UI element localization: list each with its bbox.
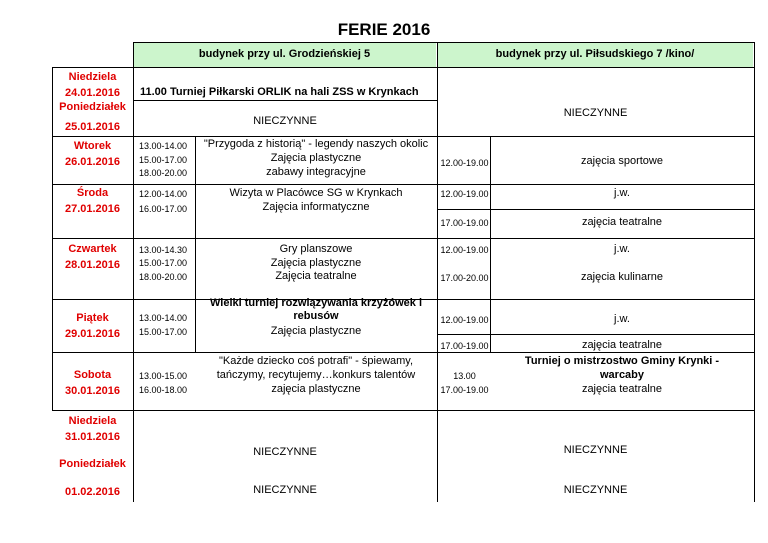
activity: zajęcia plastyczne	[271, 383, 361, 395]
activity: j.w.	[614, 187, 630, 199]
activity: zabawy integracyjne	[266, 166, 366, 178]
activity: rebusów	[293, 310, 339, 322]
header-grodzienska: budynek przy ul. Grodzieńskiej 5	[198, 48, 371, 60]
time-slot: 16.00-17.00	[139, 204, 188, 214]
day-label	[52, 367, 133, 399]
day-date: 28.01.2016	[64, 259, 121, 271]
day-name: Poniedziałek	[59, 458, 126, 470]
day-date: 31.01.2016	[64, 431, 121, 443]
time-slot: 13.00-15.00	[139, 371, 188, 381]
activity: j.w.	[614, 313, 630, 325]
time-slot: 17.00-20.00	[440, 273, 489, 283]
day-name: Sobota	[73, 369, 112, 381]
closed-label: NIECZYNNE	[253, 446, 317, 458]
time-slot: 15.00-17.00	[139, 258, 188, 268]
time-slot: 12.00-14.00	[139, 189, 188, 199]
time-slot: 12.00-19.00	[440, 245, 489, 255]
activity: Gry planszowe	[279, 243, 353, 255]
activity: warcaby	[599, 369, 645, 381]
time-slot: 13.00	[453, 371, 476, 381]
day-date: 01.02.2016	[64, 486, 121, 498]
time-slot: 12.00-19.00	[440, 189, 489, 199]
activity: "Przygoda z historią" - legendy naszych okolic	[203, 138, 429, 150]
day-date: 25.01.2016	[64, 121, 121, 133]
activity: Zajęcia informatyczne	[262, 201, 370, 213]
day-label	[52, 185, 133, 217]
day-name: Niedziela	[68, 415, 117, 427]
orlik-tournament: 11.00 Turniej Piłkarski ORLIK na hali ZSS w Krynkach	[140, 86, 419, 98]
activity: Wielki turniej rozwiązywania krzyżówek i	[209, 297, 423, 309]
time-slot: 18.00-20.00	[139, 272, 188, 282]
day-date: 27.01.2016	[64, 203, 121, 215]
closed-label: NIECZYNNE	[563, 107, 628, 119]
activity: zajęcia sportowe	[581, 155, 663, 167]
day-name: Niedziela	[68, 71, 117, 83]
day-date: 29.01.2016	[64, 328, 121, 340]
time-slot: 13.00-14.30	[139, 245, 188, 255]
day-label	[52, 99, 133, 135]
activity: Wizyta w Placówce SG w Krynkach	[229, 187, 403, 199]
closed-label: NIECZYNNE	[563, 484, 628, 496]
time-slot: 15.00-17.00	[139, 155, 188, 165]
time-slot: 15.00-17.00	[139, 327, 188, 337]
time-slot: 18.00-20.00	[139, 168, 188, 178]
time-slot: 17.00-19.00	[440, 341, 489, 351]
activity: zajęcia teatralne	[581, 216, 663, 228]
activity: tańczymy, recytujemy…konkurs talentów	[216, 369, 416, 381]
activity: Zajęcia plastyczne	[270, 152, 362, 164]
day-label	[52, 138, 133, 170]
closed-label: NIECZYNNE	[563, 444, 628, 456]
time-slot: 16.00-18.00	[139, 385, 188, 395]
day-name: Środa	[76, 187, 109, 199]
closed-label: NIECZYNNE	[253, 115, 317, 127]
day-date: 30.01.2016	[64, 385, 121, 397]
activity: zajęcia teatralne	[581, 383, 663, 395]
page-title: FERIE 2016	[337, 20, 431, 39]
day-label	[52, 413, 133, 445]
activity: Zajęcia teatralne	[275, 270, 357, 282]
day-label	[52, 241, 133, 273]
day-name: Piątek	[76, 312, 109, 324]
closed-label: NIECZYNNE	[253, 484, 317, 496]
day-name: Poniedziałek	[59, 101, 126, 113]
time-slot: 12.00-19.00	[440, 158, 489, 168]
activity: Zajęcia plastyczne	[270, 325, 362, 337]
day-date: 24.01.2016	[64, 87, 121, 99]
activity: zajęcia kulinarne	[581, 271, 663, 283]
activity: "Każde dziecko coś potrafi" - śpiewamy,	[218, 355, 414, 367]
activity: Turniej o mistrzostwo Gminy Krynki -	[524, 355, 720, 367]
time-slot: 17.00-19.00	[440, 385, 489, 395]
day-name: Wtorek	[73, 140, 112, 152]
header-pilsudskiego: budynek przy ul. Piłsudskiego 7 /kino/	[495, 48, 695, 60]
time-slot: 12.00-19.00	[440, 315, 489, 325]
day-date: 26.01.2016	[64, 156, 121, 168]
activity: Zajęcia plastyczne	[270, 257, 362, 269]
day-label	[52, 310, 133, 342]
time-slot: 17.00-19.00	[440, 218, 489, 228]
day-label	[52, 69, 133, 101]
day-name: Czwartek	[68, 243, 117, 255]
time-slot: 13.00-14.00	[139, 141, 188, 151]
activity: j.w.	[614, 243, 630, 255]
time-slot: 13.00-14.00	[139, 313, 188, 323]
activity: zajęcia teatralne	[581, 339, 663, 351]
